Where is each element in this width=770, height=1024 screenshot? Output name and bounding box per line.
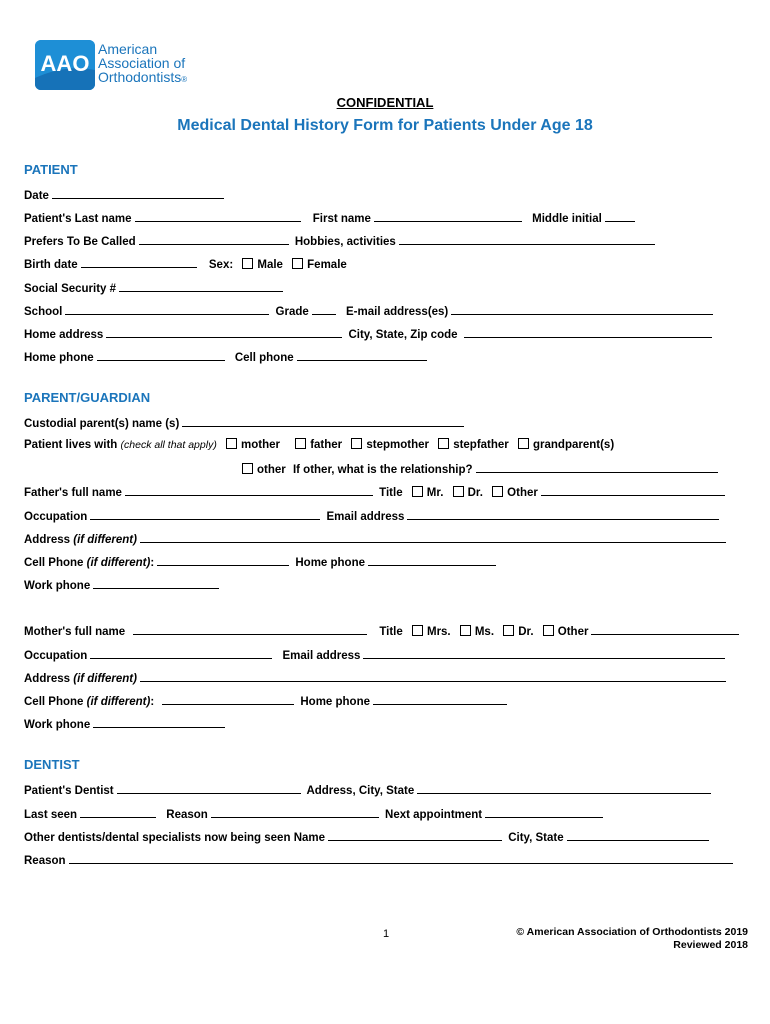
other-question: If other, what is the relationship? (292, 464, 473, 476)
mother-ms-label: Ms. (474, 626, 495, 638)
other-dentists-name-label: Name (293, 832, 326, 844)
mother-address-field[interactable] (140, 669, 726, 682)
confidential-label: CONFIDENTIAL (336, 95, 434, 110)
last-seen-label: Last seen (24, 809, 78, 821)
father-name-label: Father's full name (24, 487, 122, 499)
row-mother-occupation (24, 646, 728, 662)
father-address-note: (if different) (73, 534, 137, 546)
row-last-seen (24, 805, 606, 821)
home-address-label: Home address (24, 329, 104, 341)
row-mother-work (24, 715, 228, 731)
father-mr-label: Mr. (426, 487, 444, 499)
first-name-field[interactable] (374, 209, 522, 222)
mother-cell-label: Cell Phone (24, 696, 84, 708)
mother-work-field[interactable] (93, 715, 225, 728)
father-work-field[interactable] (93, 576, 219, 589)
logo-line-3: Orthodontists (98, 69, 182, 85)
mother-other-checkbox[interactable] (543, 625, 554, 636)
row-father-cell (24, 553, 499, 569)
date-label: Date (24, 190, 49, 202)
mother-checkbox[interactable] (226, 438, 237, 449)
mother-cell-field[interactable] (162, 692, 294, 705)
logo-wordmark (98, 42, 187, 87)
stepfather-label: stepfather (453, 439, 509, 451)
father-cell-field[interactable] (157, 553, 289, 566)
prefers-label: Prefers To Be Called (24, 236, 136, 248)
aao-logo (35, 40, 95, 90)
father-home-phone-field[interactable] (368, 553, 496, 566)
home-address-field[interactable] (106, 325, 342, 338)
patients-dentist-label: Patient's Dentist (24, 785, 114, 797)
row-mother-cell (24, 692, 510, 708)
mother-cell-colon: : (150, 696, 155, 708)
row-other-relation (236, 460, 721, 476)
aao-logo-mark (35, 40, 95, 90)
father-name-field[interactable] (125, 483, 373, 496)
row-school (24, 302, 716, 318)
grandparent-label: grandparent(s) (533, 439, 615, 451)
reason2-field[interactable] (69, 851, 733, 864)
father-dr-label: Dr. (467, 487, 483, 499)
stepmother-checkbox[interactable] (351, 438, 362, 449)
logo-reg: ® (181, 75, 188, 84)
male-checkbox[interactable] (242, 258, 253, 269)
custodial-field[interactable] (182, 414, 464, 427)
reason2-label: Reason (24, 855, 66, 867)
row-other-dentists (24, 828, 712, 844)
row-name (24, 209, 638, 225)
male-label: Male (257, 259, 283, 271)
city-state-zip-label: City, State, Zip code (348, 329, 458, 341)
mother-label: mother (241, 439, 280, 451)
female-checkbox[interactable] (292, 258, 303, 269)
father-email-field[interactable] (407, 507, 719, 520)
logo-line-1: American (98, 41, 158, 57)
father-dr-checkbox[interactable] (453, 486, 464, 497)
mother-dr-label: Dr. (518, 626, 534, 638)
sex-label: Sex: (208, 259, 234, 271)
father-other-label: Other (507, 487, 538, 499)
svg-text:AAO: AAO (40, 51, 90, 76)
other-checkbox[interactable] (242, 463, 253, 474)
reviewed-text: Reviewed 2018 (673, 939, 748, 951)
father-address-field[interactable] (140, 530, 726, 543)
email-field[interactable] (451, 302, 713, 315)
mother-email-label: Email address (282, 650, 361, 662)
patient-heading: PATIENT (24, 162, 78, 177)
row-father-address (24, 530, 729, 546)
email-label: E-mail address(es) (346, 306, 449, 318)
mother-name-label: Mother's full name (24, 626, 126, 638)
mother-ms-checkbox[interactable] (460, 625, 471, 636)
ssn-label: Social Security # (24, 283, 117, 295)
mother-address-label: Address (24, 673, 71, 685)
dentist-address-field[interactable] (417, 781, 711, 794)
father-home-phone-label: Home phone (295, 557, 365, 569)
dentist-address-label: Address, City, State (306, 785, 415, 797)
ssn-field[interactable] (119, 279, 283, 292)
row-home-address (24, 325, 715, 341)
other-label: other (257, 464, 286, 476)
father-other-field[interactable] (541, 483, 725, 496)
father-checkbox[interactable] (295, 438, 306, 449)
birth-date-field[interactable] (81, 255, 197, 268)
father-work-label: Work phone (24, 580, 91, 592)
hobbies-label: Hobbies, activities (294, 236, 396, 248)
first-name-label: First name (312, 213, 371, 225)
other-relation-field[interactable] (476, 460, 718, 473)
other-dentists-name-field[interactable] (328, 828, 502, 841)
mother-mrs-checkbox[interactable] (412, 625, 423, 636)
dentist-heading: DENTIST (24, 757, 80, 772)
mother-mrs-label: Mrs. (426, 626, 451, 638)
mother-occupation-label: Occupation (24, 650, 88, 662)
mother-name-field[interactable] (133, 622, 367, 635)
grandparent-checkbox[interactable] (518, 438, 529, 449)
mother-other-field[interactable] (591, 622, 739, 635)
other-dentists-city-field[interactable] (567, 828, 709, 841)
city-state-zip-field[interactable] (464, 325, 712, 338)
middle-initial-label: Middle initial (532, 213, 602, 225)
last-name-label: Patient's Last name (24, 213, 132, 225)
father-occupation-field[interactable] (90, 507, 320, 520)
row-dentist (24, 781, 714, 797)
mother-address-note: (if different) (73, 673, 137, 685)
mother-title-label: Title (379, 626, 403, 638)
mother-work-label: Work phone (24, 719, 91, 731)
row-father-name (24, 483, 728, 499)
middle-initial-field[interactable] (605, 209, 635, 222)
school-label: School (24, 306, 63, 318)
row-father-occupation (24, 507, 722, 523)
lives-with-label: Patient lives with (24, 439, 118, 451)
check-all-note: (check all that apply) (120, 439, 217, 451)
reason-field[interactable] (211, 805, 379, 818)
mother-other-label: Other (557, 626, 589, 638)
stepfather-checkbox[interactable] (438, 438, 449, 449)
other-dentists-city-label: City, State (508, 832, 564, 844)
mother-home-phone-field[interactable] (373, 692, 507, 705)
row-father-work (24, 576, 222, 592)
home-phone-label: Home phone (24, 352, 94, 364)
mother-occupation-field[interactable] (90, 646, 272, 659)
row-phones (24, 348, 430, 364)
father-title-label: Title (379, 487, 403, 499)
row-birth (24, 255, 347, 271)
father-other-checkbox[interactable] (492, 486, 503, 497)
date-field[interactable] (52, 186, 224, 199)
mother-dr-checkbox[interactable] (503, 625, 514, 636)
school-field[interactable] (65, 302, 269, 315)
row-prefers (24, 232, 658, 248)
row-custodial (24, 414, 467, 430)
father-cell-label: Cell Phone (24, 557, 84, 569)
reason-label: Reason (166, 809, 208, 821)
last-name-field[interactable] (135, 209, 301, 222)
father-occupation-label: Occupation (24, 511, 88, 523)
copyright-text: © American Association of Orthodontists 2019 (516, 926, 748, 938)
mother-email-field[interactable] (363, 646, 725, 659)
footer-copyright-block (516, 926, 748, 952)
father-address-label: Address (24, 534, 71, 546)
father-email-label: Email address (326, 511, 405, 523)
father-cell-note: (if different) (86, 557, 151, 569)
hobbies-field[interactable] (399, 232, 655, 245)
guardian-heading: PARENT/GUARDIAN (24, 390, 151, 405)
father-mr-checkbox[interactable] (412, 486, 423, 497)
birth-date-label: Birth date (24, 259, 78, 271)
page-number: 1 (383, 928, 390, 940)
female-label: Female (307, 259, 347, 271)
patients-dentist-field[interactable] (117, 781, 301, 794)
prefers-field[interactable] (139, 232, 289, 245)
custodial-label: Custodial parent(s) name (s) (24, 418, 180, 430)
logo-line-2: Association of (98, 55, 186, 71)
row-date (24, 186, 227, 202)
stepmother-label: stepmother (366, 439, 429, 451)
father-label: father (310, 439, 343, 451)
mother-cell-note: (if different) (86, 696, 151, 708)
row-ssn (24, 279, 286, 295)
row-mother-name (24, 622, 742, 638)
mother-home-phone-label: Home phone (300, 696, 370, 708)
next-appt-label: Next appointment (385, 809, 483, 821)
cell-phone-label: Cell phone (234, 352, 294, 364)
cell-phone-field[interactable] (297, 348, 427, 361)
form-title: Medical Dental History Form for Patients Under Age 18 (177, 117, 593, 134)
row-reason2 (24, 851, 736, 867)
other-dentists-label: Other dentists/dental specialists now being seen (24, 832, 291, 844)
grade-field[interactable] (312, 302, 336, 315)
grade-label: Grade (275, 306, 309, 318)
last-seen-field[interactable] (80, 805, 156, 818)
next-appt-field[interactable] (485, 805, 603, 818)
row-lives-with (24, 437, 614, 453)
home-phone-field[interactable] (97, 348, 225, 361)
father-cell-colon: : (150, 557, 155, 569)
row-mother-address (24, 669, 729, 685)
